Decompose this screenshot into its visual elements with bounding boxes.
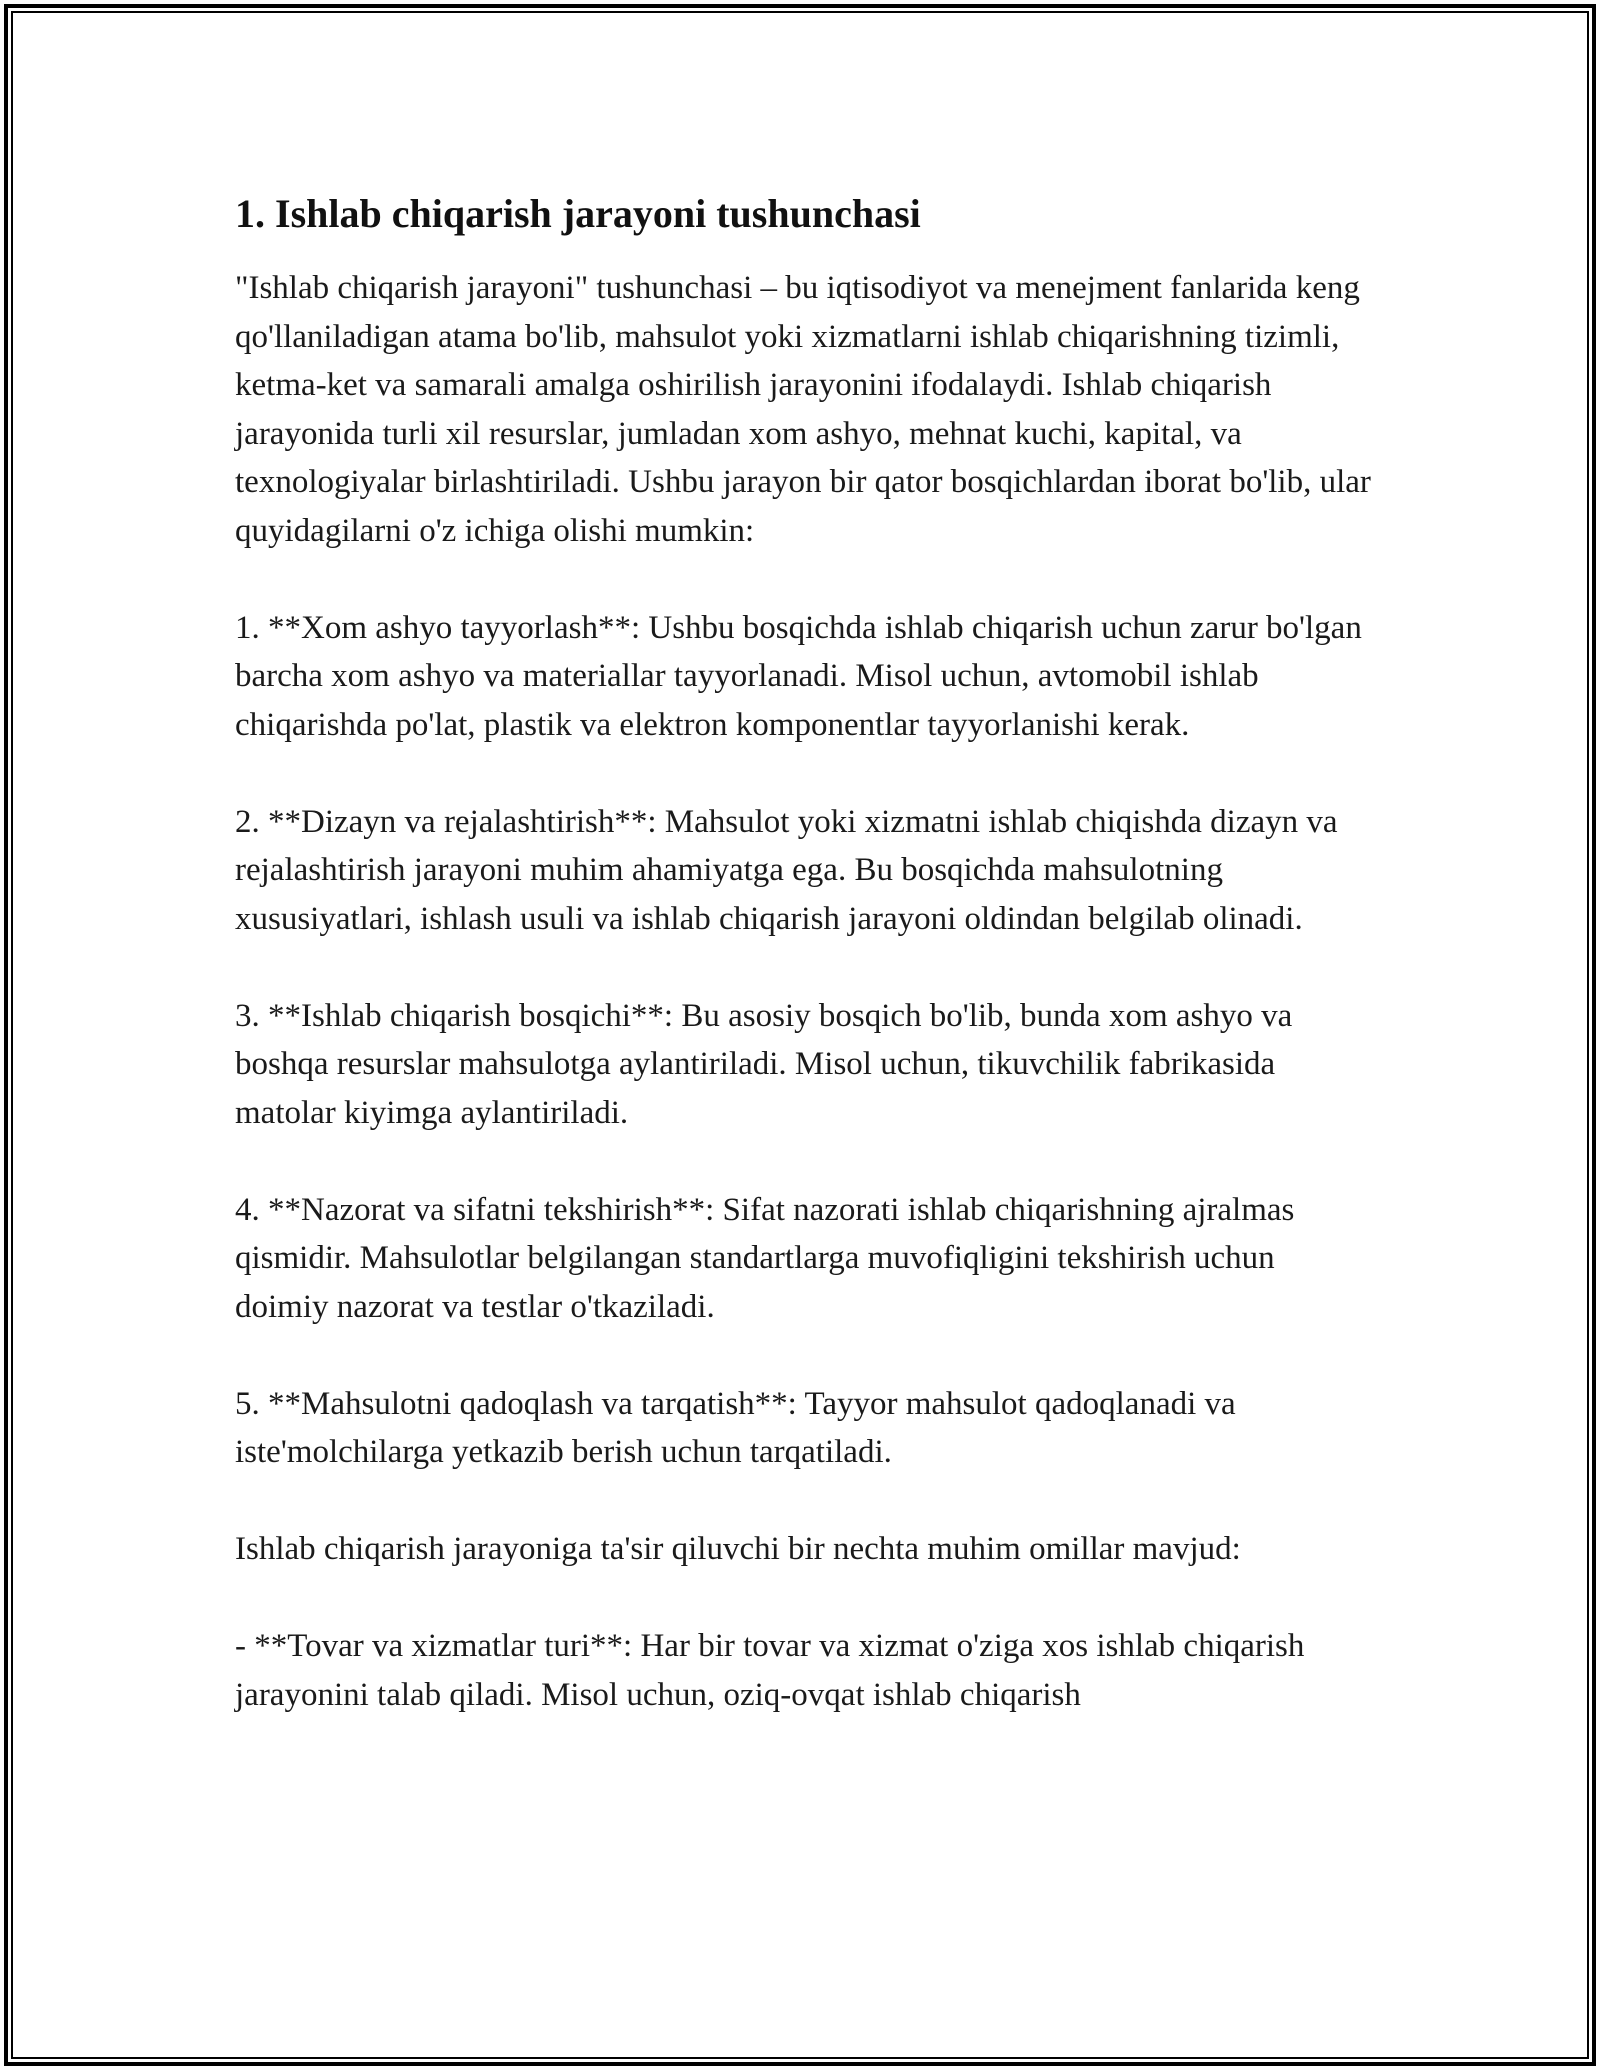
factors-intro-paragraph: Ishlab chiqarish jarayoniga ta'sir qiluvchi bir nechta muhim omillar mavjud: <box>235 1531 1241 1567</box>
intro-paragraph: "Ishlab chiqarish jarayoni" tushunchasi – bu iqtisodiyot va menejment fanlarida keng qo'llaniladigan atama bo'lib, mahsulot yoki xizmatlarni ishlab chiqarishning tizimli, ketma-ket va samarali amalga oshirilish jarayonini ifodalaydi. Ishlab chiqarish jarayonida turli xil resurslar, jumladan xom ashyo, mehnat kuchi, kapital, va texnologiyalar birlashtiriladi. Ushbu jarayon bir qator bosqichlardan iborat bo'lib, ular quyidagilarni o'z ichiga olishi mumkin: <box>235 270 1371 549</box>
list-item-design-planning: 2. **Dizayn va rejalashtirish**: Mahsulot yoki xizmatni ishlab chiqishda dizayn va rejalashtirish jarayoni muhim ahamiyatga ega. Bu bosqichda mahsulotning xususiyatlari, ishlash usuli va ishlab chiqarish jarayoni oldindan belgilab olinadi. <box>235 803 1338 937</box>
list-item-production-stage: 3. **Ishlab chiqarish bosqichi**: Bu asosiy bosqich bo'lib, bunda xom ashyo va boshqa resurslar mahsulotga aylantiriladi. Misol uchun, tikuvchilik fabrikasida matolar kiyimga aylantiriladi. <box>235 997 1293 1131</box>
section-heading: 1. Ishlab chiqarish jarayoni tushunchasi <box>235 191 921 236</box>
document-body <box>235 188 1375 1768</box>
factor-item-goods-services: - **Tovar va xizmatlar turi**: Har bir tovar va xizmat o'ziga xos ishlab chiqarish jarayonini talab qiladi. Misol uchun, oziq-ovqat ishlab chiqarish <box>235 1628 1305 1713</box>
list-item-quality-control: 4. **Nazorat va sifatni tekshirish**: Sifat nazorati ishlab chiqarishning ajralmas qismidir. Mahsulotlar belgilangan standartlarga muvofiqligini tekshirish uchun doimiy nazorat va testlar o'tkaziladi. <box>235 1191 1295 1325</box>
list-item-raw-material: 1. **Xom ashyo tayyorlash**: Ushbu bosqichda ishlab chiqarish uchun zarur bo'lgan barcha xom ashyo va materiallar tayyorlanadi. Misol uchun, avtomobil ishlab chiqarishda po'lat, plastik va elektron komponentlar tayyorlanishi kerak. <box>235 609 1362 743</box>
list-item-packaging-distribution: 5. **Mahsulotni qadoqlash va tarqatish**: Tayyor mahsulot qadoqlanadi va iste'molchilarga yetkazib berish uchun tarqatiladi. <box>235 1385 1236 1470</box>
